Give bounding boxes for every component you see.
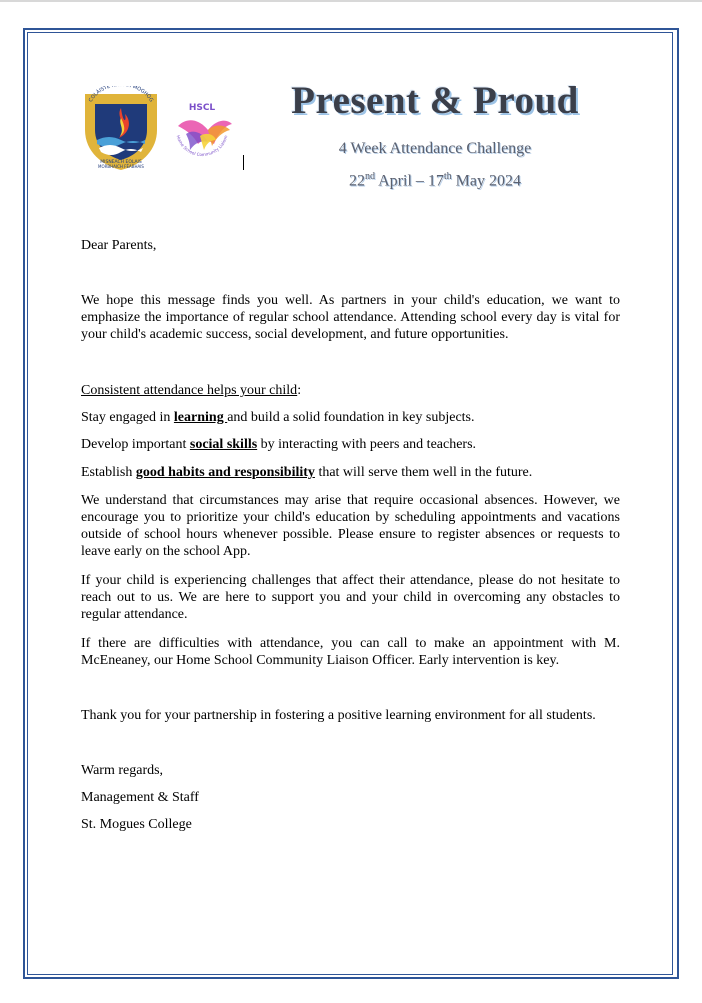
helps-heading: Consistent attendance helps your child: [81, 383, 302, 398]
page-subtitle: 4 Week Attendance Challenge [338, 140, 532, 157]
challenges-paragraph: If your child is experiencing challenges that affect their attendance, please do not hesitate to reach out to us. We are here to support you and your child in overcoming any obstacles to regular attendance. [81, 573, 620, 622]
crest-motto-2: MORBHAICH FÉABHAIS [98, 164, 144, 169]
text-cursor [243, 155, 244, 170]
crest-motto-1: MISNEACH EOLAIS [100, 160, 142, 165]
hscl-label: HSCL [188, 103, 216, 113]
difficulties-paragraph: If there are difficulties with attendance, you can call to make an appointment with M. McEneaney, our Home School Community Liaison Officer. Early intervention is key. [81, 636, 620, 668]
challenge-dates: 22nd April – 17th May 2024 [348, 171, 521, 190]
greeting: Dear Parents, [81, 238, 157, 253]
closing: Warm regards, [81, 763, 164, 778]
hscl-ring-text: Home School Community Liaison [175, 134, 229, 158]
point-social-skills: Develop important social skills by interacting with peers and teachers. [81, 437, 477, 452]
window-top-edge [0, 0, 702, 2]
absences-paragraph: We understand that circumstances may arise that require occasional absences. However, we encourage you to prioritize your child's education by scheduling appointments and vacations outside of school hours whenever possible. Please ensure to register absences or requests to leave early on the school App. [81, 493, 620, 559]
school-crest-logo [81, 86, 161, 170]
thanks-paragraph: Thank you for your partnership in fostering a positive learning environment for all students. [81, 708, 596, 723]
point-learning: Stay engaged in learning and build a solid foundation in key subjects. [81, 410, 475, 425]
page-title: Present & Proud [291, 79, 579, 122]
signature-line-2: St. Mogues College [81, 817, 192, 832]
intro-paragraph: We hope this message finds you well. As partners in your child's education, we want to emphasize the importance of regular school attendance. Attending school every day is vital for your child's academic success, social development, and future opportunities. [81, 293, 620, 342]
crest-top-text: COLÁISTE MOGHÓG [87, 86, 155, 104]
hscl-logo [164, 90, 240, 170]
point-good-habits: Establish good habits and responsibility that will serve them well in the future. [81, 465, 533, 480]
signature-line-1: Management & Staff [81, 790, 199, 805]
